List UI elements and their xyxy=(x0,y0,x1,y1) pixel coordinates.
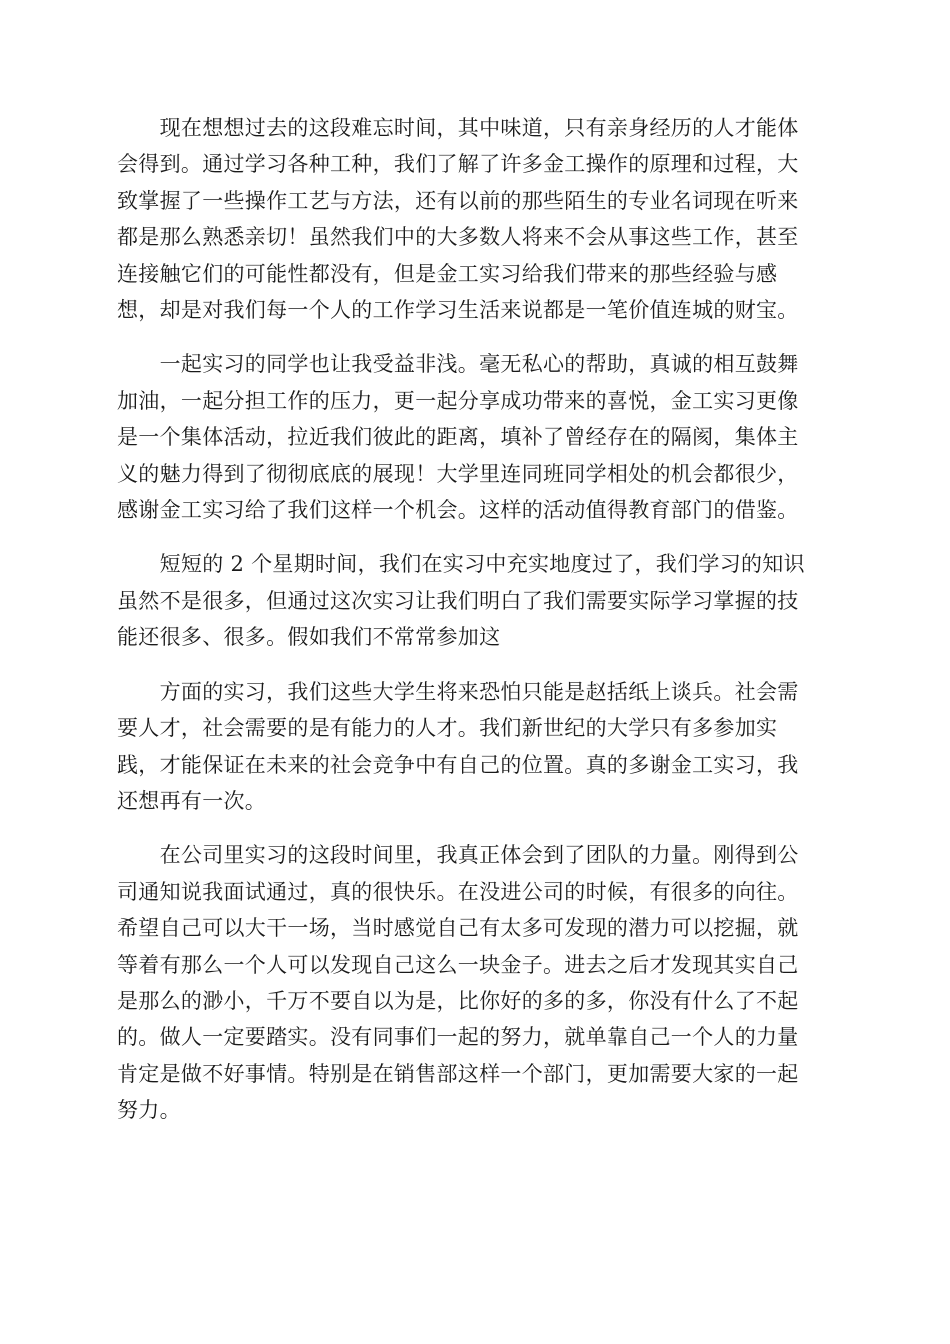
text-line: 的。做人一定要踏实。没有同事们一起的努力，就单靠自己一个人的力量 xyxy=(117,1025,799,1050)
text-line: 义的魅力得到了彻彻底底的展现！大学里连同班同学相处的机会都很少， xyxy=(117,461,799,486)
text-line: 想，却是对我们每一个人的工作学习生活来说都是一笔价值连城的财宝。 xyxy=(117,298,799,323)
text-line: 希望自己可以大干一场，当时感觉自己有太多可发现的潜力可以挖掘，就 xyxy=(117,916,799,941)
text-line: 努力。 xyxy=(117,1098,181,1123)
text-line: 致掌握了一些操作工艺与方法，还有以前的那些陌生的专业名词现在听来 xyxy=(117,188,799,213)
text-line: 虽然不是很多，但通过这次实习让我们明白了我们需要实际学习掌握的技 xyxy=(117,588,799,613)
text-line: 是那么的渺小，千万不要自以为是，比你好的多的多，你没有什么了不起 xyxy=(117,988,799,1013)
text-line: 感谢金工实习给了我们这样一个机会。这样的活动值得教育部门的借鉴。 xyxy=(117,498,799,523)
text-line: 要人才，社会需要的是有能力的人才。我们新世纪的大学只有多参加实 xyxy=(117,716,778,741)
text-line: 司通知说我面试通过，真的很快乐。在没进公司的时候，有很多的向往。 xyxy=(117,879,799,904)
paragraph-classmates xyxy=(117,346,832,528)
text-line: 短短的 2 个星期时间，我们在实习中充实地度过了，我们学习的知识 xyxy=(117,552,805,577)
text-line: 连接触它们的可能性都没有，但是金工实习给我们带来的那些经验与感 xyxy=(117,261,778,286)
text-line: 现在想想过去的这段难忘时间，其中味道，只有亲身经历的人才能体 xyxy=(117,116,799,140)
document-body xyxy=(117,110,832,1147)
text-line: 都是那么熟悉亲切！虽然我们中的大多数人将来不会从事这些工作，甚至 xyxy=(117,225,799,250)
text-line: 肯定是做不好事情。特别是在销售部这样一个部门，更加需要大家的一起 xyxy=(117,1061,799,1086)
text-line: 加油，一起分担工作的压力，更一起分享成功带来的喜悦，金工实习更像 xyxy=(117,388,799,413)
paragraph-company xyxy=(117,837,832,1128)
text-line: 方面的实习，我们这些大学生将来恐怕只能是赵括纸上谈兵。社会需 xyxy=(117,679,799,704)
text-line: 是一个集体活动，拉近我们彼此的距离，填补了曾经存在的隔阂，集体主 xyxy=(117,425,799,450)
text-line: 在公司里实习的这段时间里，我真正体会到了团队的力量。刚得到公 xyxy=(117,843,799,868)
paragraph-practice xyxy=(117,674,832,820)
text-line: 等着有那么一个人可以发现自己这么一块金子。进去之后才发现其实自己 xyxy=(117,952,799,977)
text-line: 一起实习的同学也让我受益非浅。毫无私心的帮助，真诚的相互鼓舞 xyxy=(117,352,799,377)
text-line: 践，才能保证在未来的社会竞争中有自己的位置。真的多谢金工实习，我 xyxy=(117,752,799,777)
text-line: 还想再有一次。 xyxy=(117,788,267,813)
paragraph-reflection xyxy=(117,110,832,328)
text-line: 会得到。通过学习各种工种，我们了解了许多金工操作的原理和过程，大 xyxy=(117,152,799,177)
paragraph-two-weeks xyxy=(117,546,832,655)
text-line: 能还很多、很多。假如我们不常常参加这 xyxy=(117,625,501,650)
